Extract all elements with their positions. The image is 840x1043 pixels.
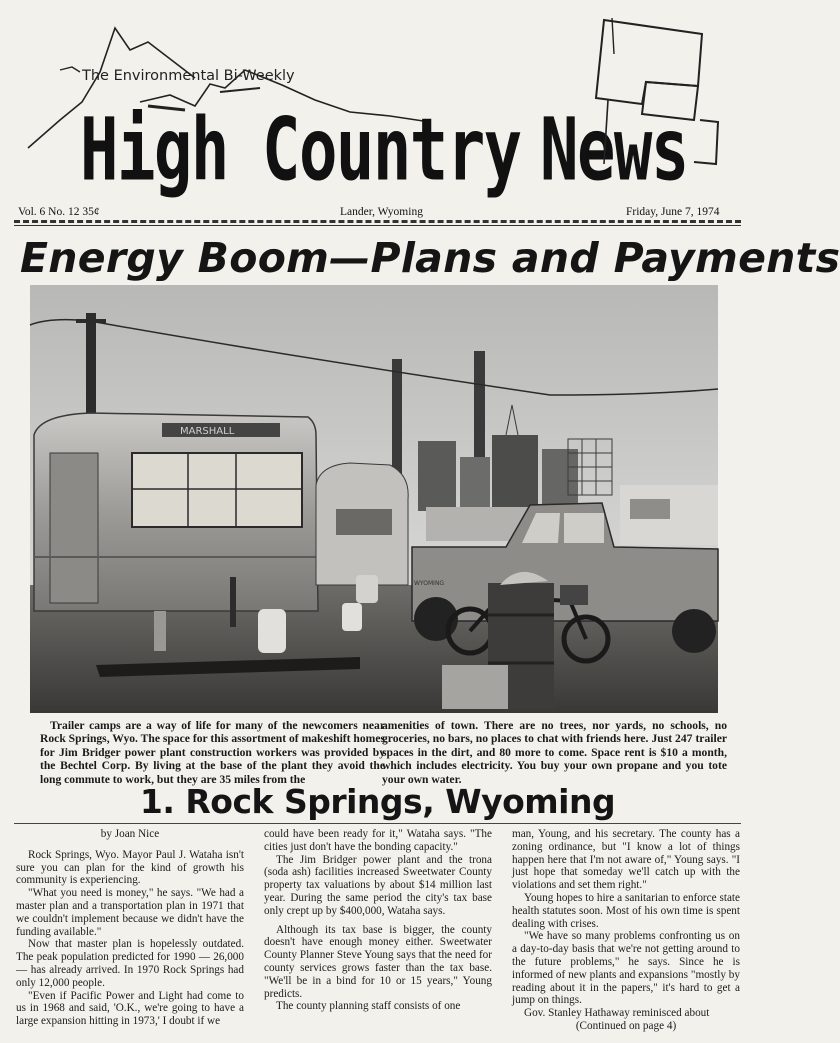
article-column-2 — [264, 828, 492, 1013]
paragraph: The Jim Bridger power plant and the trona (soda ash) facilities increased Sweetwater County property tax valuations by about $14 million last year. During the same period the city's tax base only crept up by $400,000, Wataha says. — [264, 853, 492, 917]
nameplate-word-high: High — [80, 100, 228, 201]
byline: by Joan Nice — [100, 828, 160, 840]
article-subhead: 1. Rock Springs, Wyoming — [139, 782, 616, 821]
nameplate-word-country: Country — [262, 100, 521, 201]
main-headline: Energy Boom—Plans and Payments — [20, 234, 840, 282]
article-column-3 — [512, 828, 740, 1033]
paragraph: man, Young, and his secretary. The county has a zoning ordinance, but "I know a lot of things happen here that I'm not aware of," Young says. "I just hope that someday we'll catch up with the violations and set them right." — [512, 828, 740, 892]
paragraph: "We have so many problems confronting us on a day-to-day basis that we're not getting around to the future problems," he says. Since he is informed of new plants and expansions "mostly by reading about it in the papers," it's hard to get a jump on things. — [512, 930, 740, 1007]
paragraph: Rock Springs, Wyo. Mayor Paul J. Wataha isn't sure you can plan for the kind of growth his community is experiencing. — [16, 848, 244, 887]
photo-caption-left: Trailer camps are a way of life for many of the newcomers near Rock Springs, Wyo. The space for this assortment of makeshift homes for Jim Bridger power plant construction workers was provided by the Bechtel Corp. By living at the base of the plant they avoid the long commute to work, but they are 35 miles from the — [40, 719, 385, 786]
masthead-dashed-rule — [14, 220, 741, 223]
paragraph: Now that master plan is hopelessly outdated. The peak population predicted for 1990 — 26,000 — has already arrived. In 1970 Rock Springs had only 12,000 people. — [16, 938, 244, 989]
trailer-sign-text: MARSHALL — [180, 426, 235, 437]
dateline-place: Lander, Wyoming — [340, 206, 423, 218]
volume-price: Vol. 6 No. 12 35¢ — [18, 206, 100, 218]
paragraph: Young hopes to hire a sanitarian to enforce state health statutes soon. Most of his own time is spent dealing with crises. — [512, 891, 740, 930]
masthead-tagline: The Environmental Bi-Weekly — [82, 68, 295, 84]
trailer-camp-photo — [30, 285, 718, 713]
paragraph: Although its tax base is bigger, the county doesn't have enough money either. Sweetwater County Planner Steve Young says that the need for county services grows faster than the tax base. "We'll be in a bind for 10 or 15 years," Young predicts. — [264, 923, 492, 1000]
truck-plate-text: WYOMING — [414, 580, 445, 587]
region-map-icon — [590, 14, 730, 174]
paragraph: could have been ready for it," Wataha says. "The cities just don't have the bonding capacity." — [264, 828, 492, 853]
paragraph: Gov. Stanley Hathaway reminisced about — [524, 1007, 710, 1020]
masthead-rule — [14, 225, 741, 226]
nameplate-word-news: News — [540, 100, 688, 201]
subhead-rule — [14, 823, 741, 824]
dateline-date: Friday, June 7, 1974 — [626, 206, 720, 218]
paragraph: "What you need is money," he says. "We had a master plan and a transportation plan in 1971 that we couldn't implement because we didn't have the funding available." — [16, 887, 244, 938]
paragraph: The county planning staff consists of one — [276, 1000, 461, 1013]
paragraph: "Even if Pacific Power and Light had come to us in 1968 and said, 'O.K., we're going to have a large expansion hitting in 1973,' I doubt if we — [16, 989, 244, 1028]
article-column-1 — [16, 828, 244, 1028]
continued-link[interactable]: (Continued on page 4) — [575, 1019, 677, 1032]
photo-caption-right: amenities of town. There are no trees, nor yards, no schools, no groceries, no bars, no places to chat with friends here. Just 247 trailer spaces in the dirt, and 80 more to come. Space rent is $10 a month, which includes electricity. You buy your own propane and you tote your own water. — [382, 719, 727, 786]
